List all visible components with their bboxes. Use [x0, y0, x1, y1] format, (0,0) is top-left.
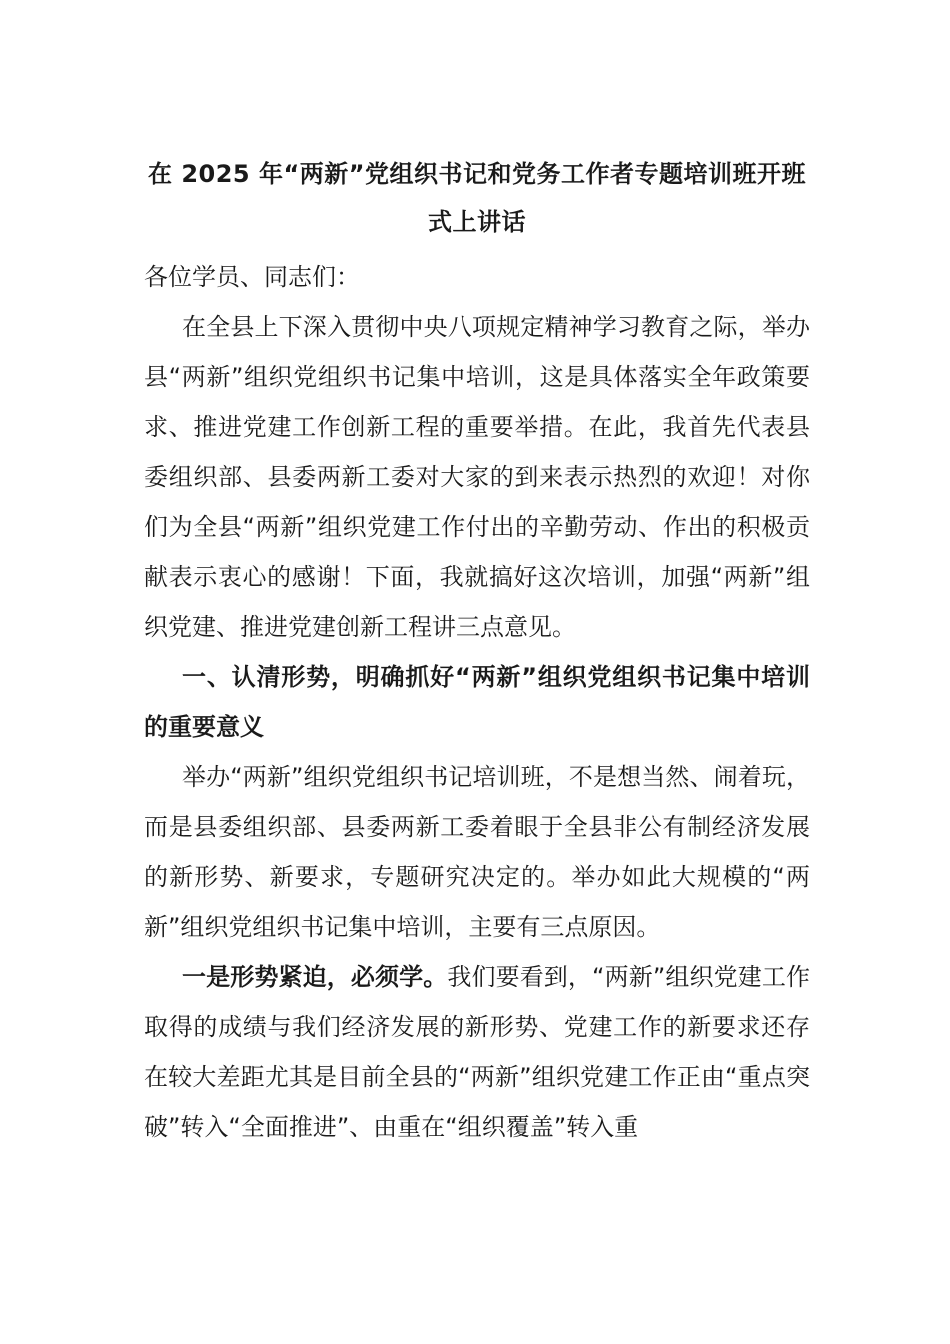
paragraph-section-1-intro: 举办“两新”组织党组织书记培训班，不是想当然、闹着玩，而是县委组织部、县委两新工委着眼于全县非公有制经济发展的新形势、新要求，专题研究决定的。举办如此大规模的“两新”组织党组织书记集中培训，主要有三点原因。: [144, 763, 810, 941]
point-1-text: 我们要看到，“两新”组织党建工作取得的成绩与我们经济发展的新形势、党建工作的新要求还存在较大差距尤其是目前全县的“两新”组织党建工作正由“重点突破”转入“全面推进”、由重在“组织覆盖”转入重: [144, 963, 810, 1141]
point-1-lead: 一是形势紧迫，必须学。: [182, 963, 448, 991]
section-heading-1: 一、认清形势，明确抓好“两新”组织党组织书记集中培训的重要意义: [144, 663, 810, 741]
paragraph-intro: 在全县上下深入贯彻中央八项规定精神学习教育之际，举办县“两新”组织党组织书记集中培训，这是具体落实全年政策要求、推进党建工作创新工程的重要举措。在此，我首先代表县委组织部、县委两新工委对大家的到来表示热烈的欢迎！对你们为全县“两新”组织党建工作付出的辛勤劳动、作出的积极贡献表示衷心的感谢！下面，我就搞好这次培训，加强“两新”组织党建、推进党建创新工程讲三点意见。: [144, 313, 810, 641]
document-body: [144, 150, 810, 1152]
paragraph-point-1: [144, 952, 810, 1152]
salutation: 各位学员、同志们：: [144, 263, 360, 291]
document-title: 在 2025 年“两新”党组织书记和党务工作者专题培训班开班式上讲话: [147, 160, 807, 236]
